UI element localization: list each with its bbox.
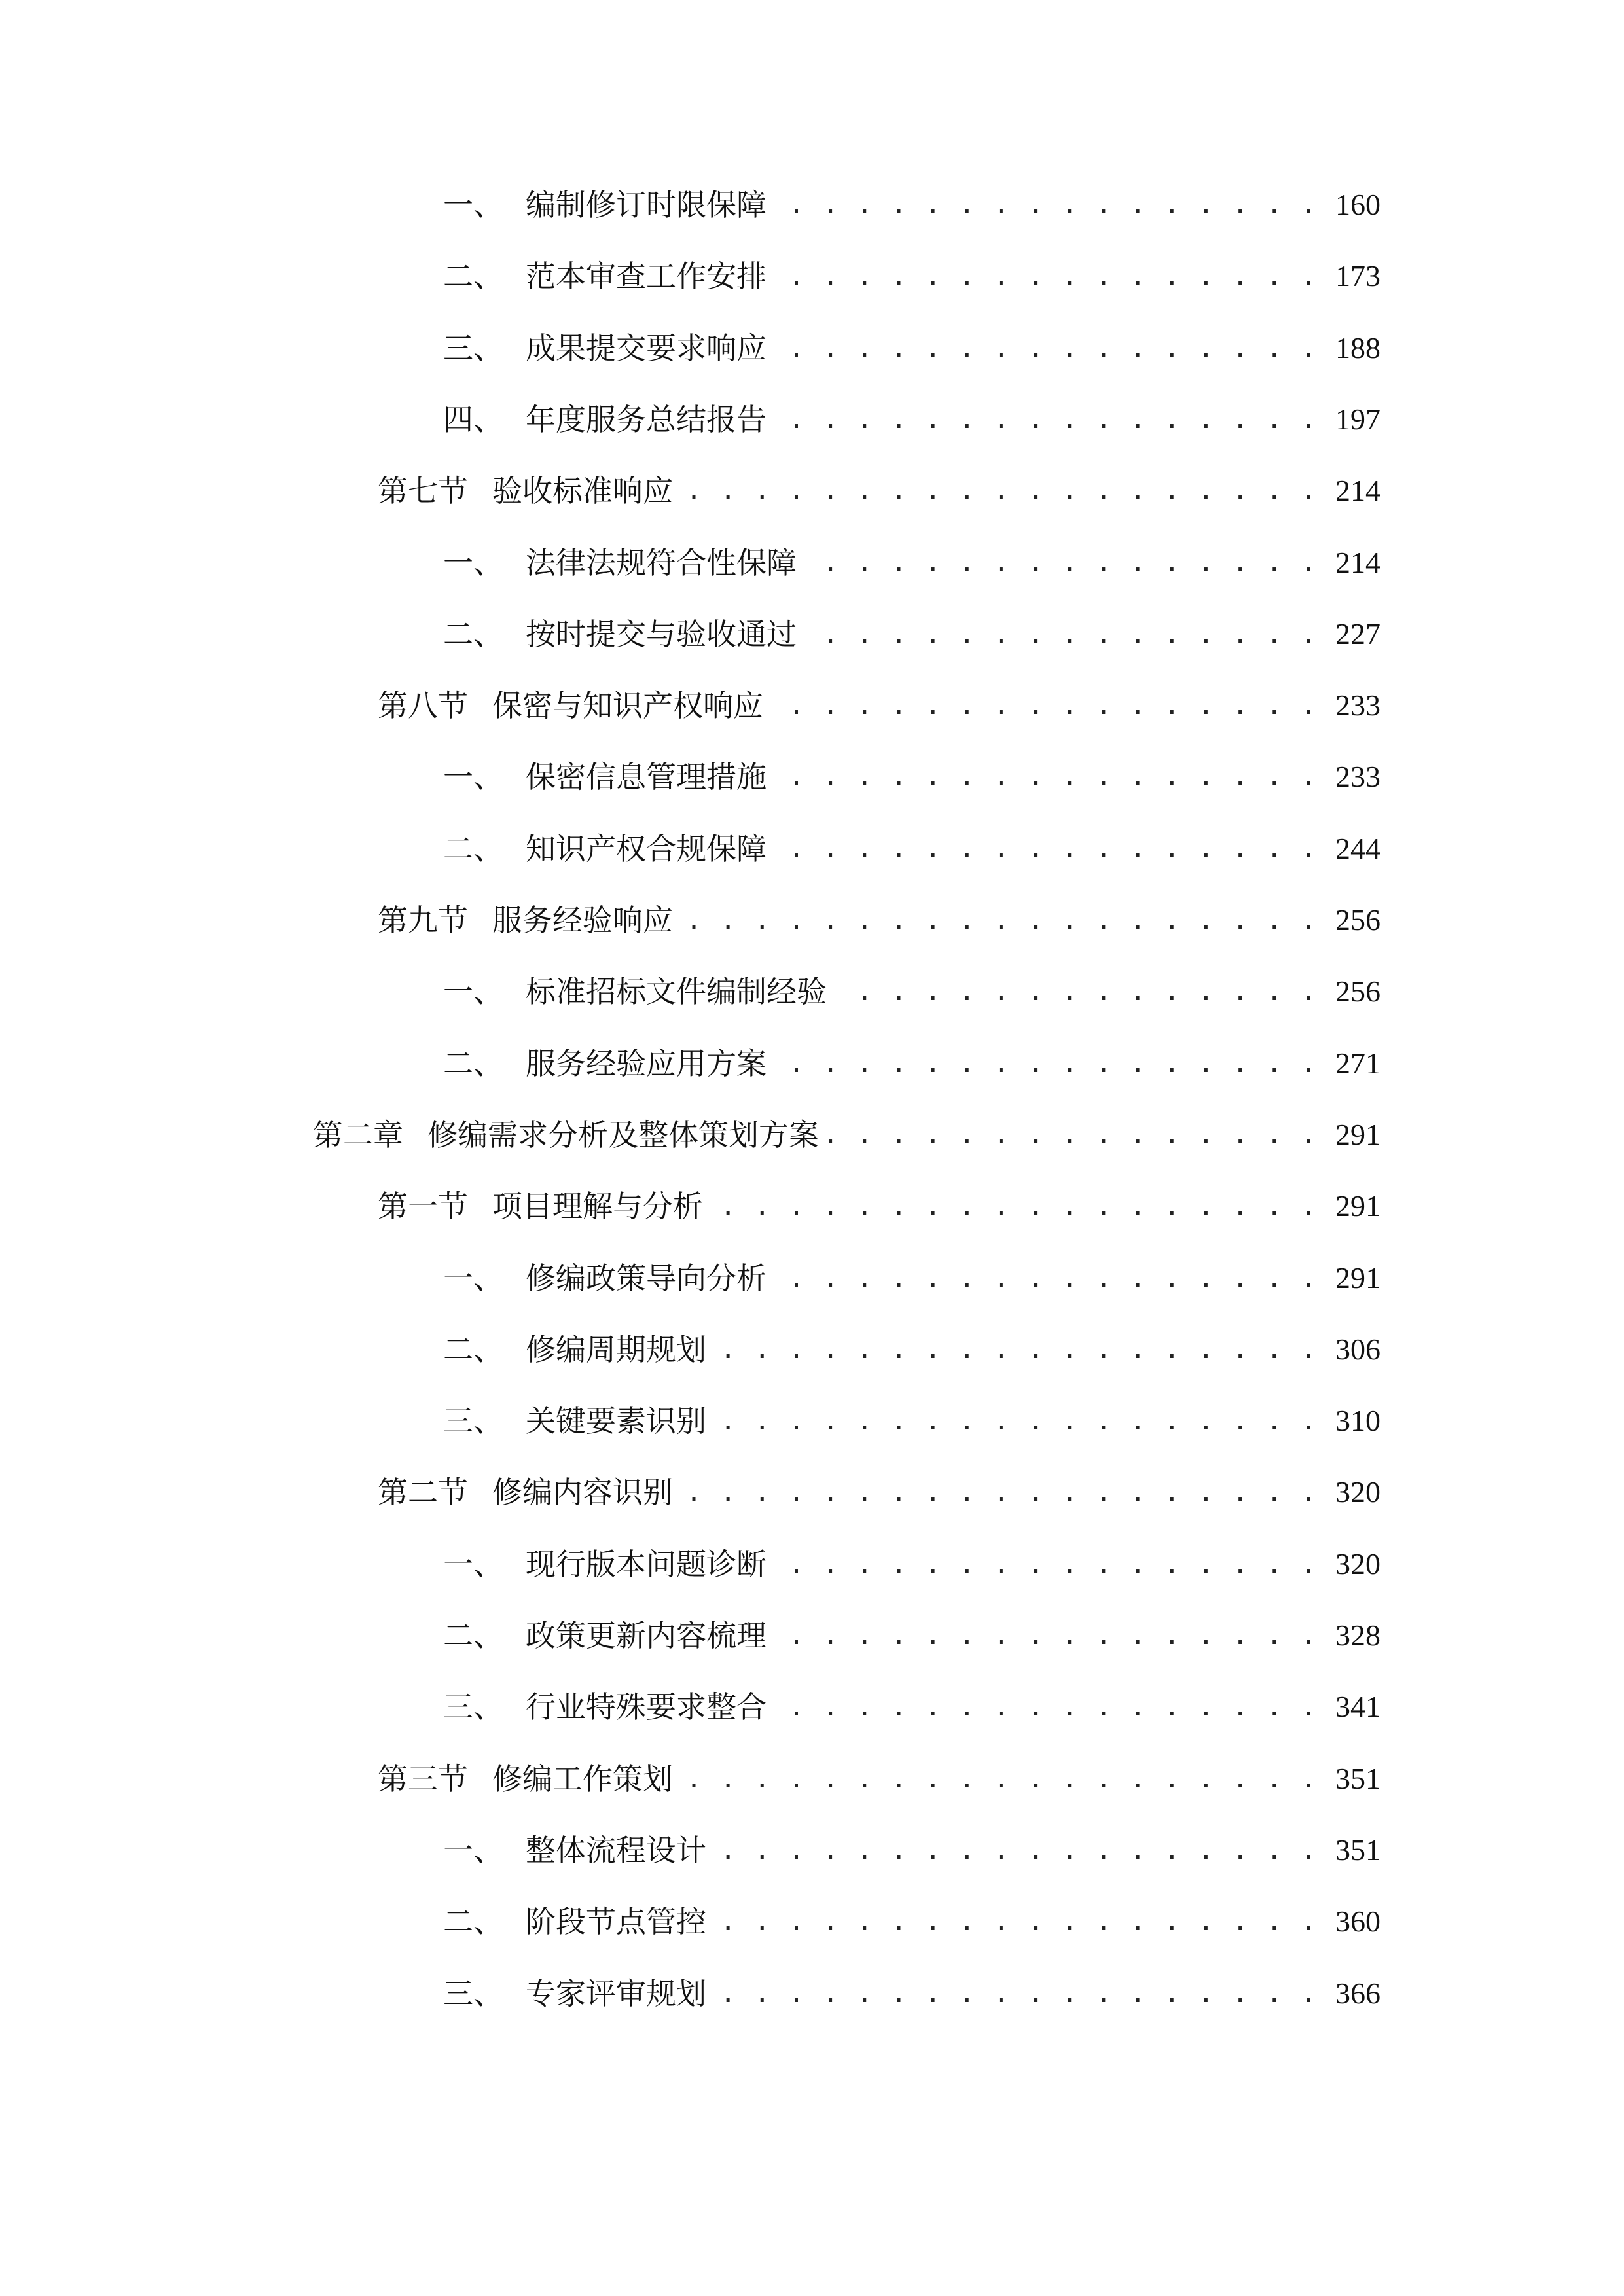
toc-entry-title: 范本审查工作安排 <box>526 259 767 294</box>
toc-entry-title: 修编周期规划 <box>526 1332 706 1367</box>
toc-entry-page-number: 310 <box>1335 1404 1380 1437</box>
toc-entry[interactable] <box>443 1041 1380 1086</box>
dot-leader <box>713 1971 1318 2017</box>
toc-entry-title: 政策更新内容梳理 <box>526 1618 767 1653</box>
toc-entry-title: 阶段节点管控 <box>526 1904 706 1939</box>
toc-entry-title: 编制修订时限保障 <box>526 187 767 223</box>
toc-entry-title: 修编需求分析及整体策划方案 <box>427 1117 819 1153</box>
toc-entry-title: 标准招标文件编制经验 <box>526 974 827 1009</box>
toc-entry-title: 服务经验应用方案 <box>526 1046 767 1081</box>
toc-entry-page-number: 227 <box>1335 617 1380 651</box>
toc-entry[interactable] <box>443 1541 1380 1587</box>
toc-entry-page-number: 173 <box>1335 259 1380 293</box>
toc-entry-title: 验收标准响应 <box>492 473 673 509</box>
toc-entry-page-number: 366 <box>1335 1977 1380 2010</box>
toc-entry[interactable] <box>443 253 1380 299</box>
toc-entry-title: 专家评审规划 <box>526 1976 706 2011</box>
toc-entry-number: 第二节 <box>378 1475 468 1510</box>
toc-entry-number: 一、 <box>443 545 503 581</box>
dot-leader <box>773 754 1318 800</box>
toc-entry[interactable] <box>378 683 1380 728</box>
toc-entry-page-number: 328 <box>1335 1619 1380 1652</box>
toc-entry-page-number: 351 <box>1335 1833 1380 1867</box>
dot-leader <box>713 1327 1318 1372</box>
toc-entry-title: 行业特殊要求整合 <box>526 1689 767 1725</box>
toc-entry[interactable] <box>378 1469 1380 1515</box>
dot-leader <box>773 1684 1318 1730</box>
dot-leader <box>803 540 1318 586</box>
toc-entry-number: 一、 <box>443 974 503 1009</box>
toc-entry-number: 一、 <box>443 1547 503 1582</box>
dot-leader <box>713 1827 1318 1873</box>
toc-entry-page-number: 188 <box>1335 331 1380 365</box>
toc-entry-number: 二、 <box>443 259 503 294</box>
toc-entry-number: 二、 <box>443 1332 503 1367</box>
toc-entry-number: 第七节 <box>378 473 468 509</box>
toc-entry[interactable] <box>378 468 1380 514</box>
toc-entry-page-number: 214 <box>1335 474 1380 507</box>
toc-entry[interactable] <box>443 397 1380 442</box>
toc-entry[interactable] <box>443 754 1380 800</box>
toc-entry-page-number: 256 <box>1335 903 1380 937</box>
dot-leader <box>679 897 1318 943</box>
dot-leader <box>679 1756 1318 1802</box>
dot-leader <box>773 826 1318 872</box>
toc-entry-number: 三、 <box>443 1689 503 1725</box>
toc-entry-title: 按时提交与验收通过 <box>526 617 797 652</box>
toc-entry[interactable] <box>443 826 1380 872</box>
dot-leader <box>825 1112 1318 1158</box>
toc-entry-page-number: 244 <box>1335 832 1380 865</box>
toc-entry-number: 第二章 <box>313 1117 403 1153</box>
dot-leader <box>713 1899 1318 1945</box>
toc-entry-page-number: 256 <box>1335 975 1380 1008</box>
toc-entry-number: 二、 <box>443 1904 503 1939</box>
toc-entry-page-number: 291 <box>1335 1189 1380 1223</box>
toc-entry[interactable] <box>378 1183 1380 1229</box>
dot-leader <box>679 468 1318 514</box>
dot-leader <box>773 1613 1318 1659</box>
toc-entry-number: 一、 <box>443 1833 503 1868</box>
toc-entry[interactable] <box>443 1398 1380 1444</box>
toc-entry-number: 三、 <box>443 1403 503 1439</box>
toc-entry[interactable] <box>313 1112 1380 1158</box>
toc-entry-page-number: 341 <box>1335 1690 1380 1723</box>
toc-entry-title: 年度服务总结报告 <box>526 402 767 437</box>
toc-entry[interactable] <box>443 1327 1380 1372</box>
toc-entry-page-number: 160 <box>1335 188 1380 221</box>
toc-entry-page-number: 197 <box>1335 403 1380 436</box>
toc-entry-number: 一、 <box>443 187 503 223</box>
toc-entry-title: 关键要素识别 <box>526 1403 706 1439</box>
toc-entry-number: 第九节 <box>378 903 468 938</box>
dot-leader <box>773 1255 1318 1301</box>
toc-entry-title: 项目理解与分析 <box>492 1189 703 1224</box>
toc-entry-page-number: 320 <box>1335 1547 1380 1581</box>
dot-leader <box>713 1398 1318 1444</box>
dot-leader <box>773 397 1318 442</box>
toc-entry[interactable] <box>378 1756 1380 1802</box>
toc-entry-number: 一、 <box>443 759 503 795</box>
toc-entry-title: 知识产权合规保障 <box>526 831 767 867</box>
toc-entry-number: 第三节 <box>378 1761 468 1797</box>
toc-entry-title: 修编工作策划 <box>492 1761 673 1797</box>
toc-entry[interactable] <box>443 969 1380 1014</box>
toc-entry[interactable] <box>443 1255 1380 1301</box>
toc-entry-number: 三、 <box>443 1976 503 2011</box>
toc-entry-title: 修编政策导向分析 <box>526 1261 767 1296</box>
dot-leader <box>773 1541 1318 1587</box>
toc-entry-number: 二、 <box>443 617 503 652</box>
toc-entry[interactable] <box>443 1684 1380 1730</box>
toc-entry-number: 一、 <box>443 1261 503 1296</box>
toc-entry[interactable] <box>443 611 1380 657</box>
toc-entry-page-number: 291 <box>1335 1118 1380 1151</box>
toc-entry-title: 法律法规符合性保障 <box>526 545 797 581</box>
toc-entry[interactable] <box>443 182 1380 228</box>
toc-entry[interactable] <box>378 897 1380 943</box>
toc-entry-number: 三、 <box>443 331 503 366</box>
toc-entry-page-number: 306 <box>1335 1333 1380 1366</box>
dot-leader <box>773 1041 1318 1086</box>
dot-leader <box>833 969 1318 1014</box>
toc-entry-number: 二、 <box>443 831 503 867</box>
toc-entry[interactable] <box>443 1971 1380 2017</box>
dot-leader <box>679 1469 1318 1515</box>
toc-entry-number: 第一节 <box>378 1189 468 1224</box>
toc-entry-title: 服务经验响应 <box>492 903 673 938</box>
toc-entry-title: 整体流程设计 <box>526 1833 706 1868</box>
toc-entry-title: 现行版本问题诊断 <box>526 1547 767 1582</box>
toc-entry[interactable] <box>443 325 1380 371</box>
toc-entry-number: 第八节 <box>378 688 468 723</box>
toc-entry[interactable] <box>443 1613 1380 1659</box>
toc-entry-page-number: 320 <box>1335 1475 1380 1509</box>
toc-entry-page-number: 233 <box>1335 760 1380 793</box>
toc-entry-page-number: 291 <box>1335 1261 1380 1295</box>
toc-entry-number: 二、 <box>443 1618 503 1653</box>
toc-entry-title: 修编内容识别 <box>492 1475 673 1510</box>
toc-entry-number: 四、 <box>443 402 503 437</box>
dot-leader <box>773 253 1318 299</box>
dot-leader <box>773 325 1318 371</box>
toc-entry[interactable] <box>443 540 1380 586</box>
toc-entry[interactable] <box>443 1899 1380 1945</box>
toc-entry-page-number: 351 <box>1335 1762 1380 1795</box>
dot-leader <box>803 611 1318 657</box>
toc-entry[interactable] <box>443 1827 1380 1873</box>
toc-entry-page-number: 214 <box>1335 546 1380 579</box>
toc-entry-title: 保密信息管理措施 <box>526 759 767 795</box>
toc-entry-page-number: 271 <box>1335 1047 1380 1080</box>
toc-entry-title: 成果提交要求响应 <box>526 331 767 366</box>
toc-entry-page-number: 360 <box>1335 1905 1380 1938</box>
toc-entry-number: 二、 <box>443 1046 503 1081</box>
dot-leader <box>770 683 1318 728</box>
dot-leader <box>773 182 1318 228</box>
dot-leader <box>710 1183 1318 1229</box>
toc-entry-page-number: 233 <box>1335 689 1380 722</box>
toc-entry-title: 保密与知识产权响应 <box>492 688 763 723</box>
